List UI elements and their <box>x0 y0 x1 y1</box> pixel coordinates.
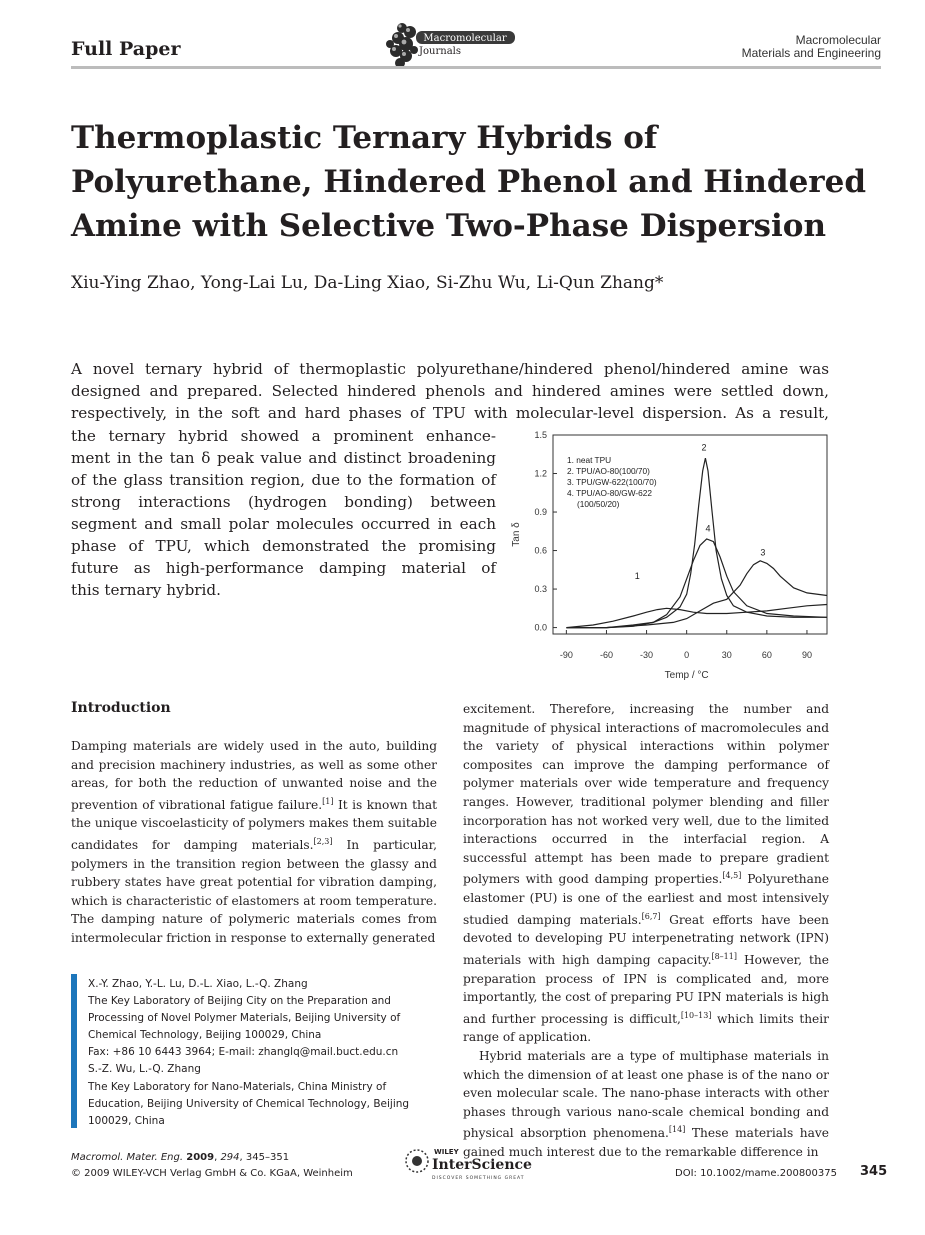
paper-title: Thermoplastic Ternary Hybrids of Polyurethane, Hindered Phenol and Hindered Amine with Selective Two-Phase Dispersion <box>71 120 867 244</box>
citation-ref[interactable]: [1] <box>322 796 334 806</box>
legend-entry: (100/50/20) <box>577 499 620 509</box>
affiliation-line: Education, Beijing University of Chemical Technology, Beijing <box>88 1097 410 1110</box>
x-tick-label: 60 <box>761 650 772 660</box>
citation-line: Macromol. Mater. Eng. 2009, 294, 345–351 <box>71 1152 290 1163</box>
body-text: In particular, polymers in the transition region between the glassy and rubbery states have great potential for vibration damping, which is characteristic of elastomers at room temperature. The damping nature of polymeric materials comes from intermolecular friction in response to externally generated <box>71 838 437 946</box>
citation-ref[interactable]: [8–11] <box>711 951 737 961</box>
logo-line1: Macromolecular <box>423 33 507 44</box>
legend-entry: 3. TPU/GW-622(100/70) <box>567 477 657 487</box>
curve-label-3: 3 <box>760 547 766 558</box>
journal-abbrev: Macromol. Mater. Eng. <box>71 1152 184 1163</box>
y-tick-label: 0.0 <box>534 622 547 633</box>
intro-paragraph <box>463 700 829 1047</box>
interscience-text: InterScience <box>432 1157 532 1173</box>
x-tick-label: 90 <box>801 650 812 660</box>
journal-name-line1: Macromolecular <box>795 33 881 47</box>
abstract-line: this ternary hybrid. <box>71 581 221 599</box>
affiliation-line: Fax: +86 10 6443 3964; E-mail: zhanglq@mail.buct.edu.cn <box>88 1046 399 1059</box>
y-tick-label: 1.5 <box>534 430 547 440</box>
abstract-line: designed and prepared. Selected hindered phenols and hindered amines were settled down, <box>71 382 829 400</box>
abstract-line: ment in the tan δ peak value and distinct broadening <box>71 449 496 467</box>
body-text: These materials have gained much interest due to the remarkable difference in <box>463 1126 829 1159</box>
affiliation-line: Processing of Novel Polymer Materials, Beijing University of <box>88 1012 401 1025</box>
legend-entry: 2. TPU/AO-80(100/70) <box>567 466 650 476</box>
footer-citation <box>71 1150 353 1182</box>
y-tick-label: 0.9 <box>534 507 547 518</box>
abstract-line: phase of TPU, which demonstrated the promising <box>71 537 496 555</box>
y-tick-label: 0.3 <box>534 584 547 595</box>
body-text: Great efforts have been devoted to developing PU interpenetrating network (IPN) materials with high damping capacity. <box>463 912 829 967</box>
curve-label-2: 2 <box>701 442 707 453</box>
curve-label-4: 4 <box>705 523 711 534</box>
curve-label-1: 1 <box>634 570 640 581</box>
interscience-tagline: DISCOVER SOMETHING GREAT <box>432 1176 525 1181</box>
affiliation-line: X.-Y. Zhao, Y.-L. Lu, D.-L. Xiao, L.-Q. Zhang <box>88 978 308 990</box>
x-axis-label: Temp / °C <box>664 670 709 681</box>
y-tick-label: 1.2 <box>534 468 547 479</box>
intro-column-1 <box>71 737 437 948</box>
affiliation-line: 100029, China <box>88 1114 165 1127</box>
affiliation-line: The Key Laboratory of Beijing City on the Preparation and <box>88 995 391 1008</box>
citation-ref[interactable]: [6,7] <box>641 911 661 921</box>
x-tick-label: -30 <box>640 650 654 660</box>
abstract-line: respectively, in the soft and hard phases of TPU with molecular-level dispersion. As a result, <box>71 404 829 422</box>
macromolecular-journals-logo <box>382 18 516 70</box>
abstract-line: of the glass transition region, due to the formation of <box>71 471 496 489</box>
section-label: Full Paper <box>71 38 181 60</box>
abstract-full-width <box>71 358 829 424</box>
introduction-heading: Introduction <box>71 700 171 716</box>
abstract-line: the ternary hybrid showed a prominent enhance- <box>71 427 496 445</box>
affiliation-line: The Key Laboratory for Nano-Materials, China Ministry of <box>88 1080 387 1093</box>
citation-ref[interactable]: [2,3] <box>313 837 333 847</box>
citation-ref[interactable]: [10–13] <box>680 1010 712 1020</box>
journal-name-line2: Materials and Engineering <box>741 46 881 60</box>
affiliation-line: S.-Z. Wu, L.-Q. Zhang <box>88 1063 201 1076</box>
abstract-line: A novel ternary hybrid of thermoplastic polyurethane/hindered phenol/hindered amine was <box>71 360 829 378</box>
citation-volume: 294 <box>220 1152 240 1163</box>
abstract-line: segment and small polar molecules occurred in each <box>71 515 496 533</box>
intro-column-2 <box>463 700 829 1162</box>
affiliation-line: Chemical Technology, Beijing 100029, China <box>88 1029 322 1042</box>
citation-pages: 345–351 <box>245 1152 290 1163</box>
legend-entry: 1. neat TPU <box>567 455 612 465</box>
journal-name <box>742 34 881 60</box>
body-text: It is known that the unique viscoelasticity of polymers makes them suitable candidates for damping materials. <box>71 797 437 853</box>
x-tick-label: -60 <box>599 650 613 660</box>
body-text: Hybrid materials are a type of multiphase materials in which the dimension of at least one phase is of the nano or even molecular scale. The nano-phase interacts with other phases through various nano-scale chemical bonding and physical absorption phenomena. <box>463 1048 829 1141</box>
citation-year: 2009 <box>186 1152 215 1163</box>
legend-entry: 4. TPU/AO-80/GW-622 <box>567 488 652 498</box>
wiley-mark: WILEY <box>434 1148 459 1156</box>
abstract-narrow <box>71 425 496 601</box>
body-text: However, the preparation process of IPN is complicated and, more importantly, the cost of preparing PU IPN materials is high and further processing is difficult, <box>463 952 829 1026</box>
y-axis-label: Tan δ <box>511 522 522 547</box>
page-number: 345 <box>860 1164 888 1179</box>
abstract-line: strong interactions (hydrogen bonding) between <box>71 493 496 511</box>
body-text: excitement. Therefore, increasing the number and magnitude of physical interactions of macromolecules and the variety of physical interactions within polymer composites can improve the damping performance of polymer materials over wide temperature and frequency ranges. However, traditional polymer blending and filler incorporation has not worked very well, due to the limited interactions occurred in the interfacial region. A successful attempt has been made to prepare gradient polymers with good damping properties. <box>463 702 829 887</box>
citation-ref[interactable]: [14] <box>668 1125 686 1135</box>
body-text: Damping materials are widely used in the auto, building and precision machinery industries, as well as some other areas, for both the reduction of unwanted noise and the prevention of vibrational fatigue failure. <box>71 739 437 812</box>
copyright: © 2009 WILEY-VCH Verlag GmbH & Co. KGaA, Weinheim <box>71 1168 353 1179</box>
wiley-interscience-logo <box>404 1144 542 1184</box>
doi: DOI: 10.1002/mame.200800375 <box>675 1168 837 1179</box>
y-tick-label: 0.6 <box>534 545 547 556</box>
affiliations <box>88 976 433 1130</box>
logo-line2: Journals <box>419 46 461 57</box>
x-tick-label: 0 <box>684 650 690 660</box>
abstract-line: future as high-performance damping material of <box>71 559 496 577</box>
tan-delta-chart <box>505 427 835 685</box>
affiliation-bar <box>71 974 77 1128</box>
x-tick-label: 30 <box>721 650 732 660</box>
author-list: Xiu-Ying Zhao, Yong-Lai Lu, Da-Ling Xiao, Si-Zhu Wu, Li-Qun Zhang* <box>71 273 664 293</box>
body-text: Polyurethane elastomer (PU) is one of the earliest and most intensively studied damping materials. <box>463 872 829 927</box>
body-text: which limits their range of application. <box>463 1011 829 1045</box>
citation-ref[interactable]: [4,5] <box>722 871 742 881</box>
x-tick-label: -90 <box>559 650 573 660</box>
header-rule <box>71 66 881 69</box>
